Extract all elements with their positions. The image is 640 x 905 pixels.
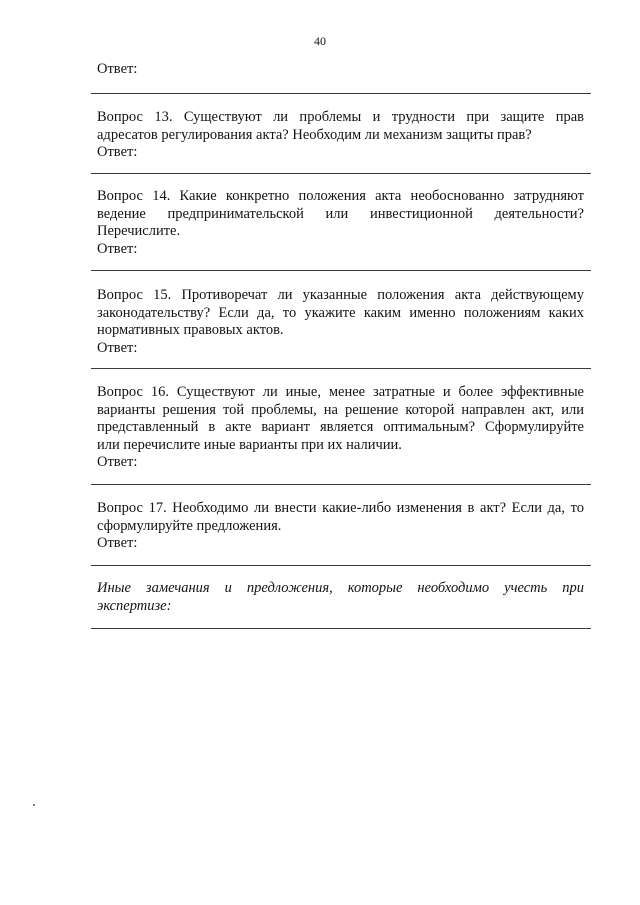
question-13 (97, 109, 584, 162)
answer-label-q14: Ответ: (97, 240, 138, 257)
answer-label-q13: Ответ: (97, 144, 138, 160)
question-17 (97, 500, 584, 553)
question-14-line-3: Перечислите. (97, 223, 181, 239)
question-16-line-4: или перечислите иные варианты при их наличии. (97, 436, 402, 453)
question-14-line-2: ведение предпринимательской или инвестиционной деятельности? (97, 205, 584, 222)
question-15-line-3: нормативных правовых актов. (97, 322, 284, 338)
question-16 (97, 384, 584, 472)
remarks-divider (91, 628, 591, 629)
remarks-line-2: экспертизе: (97, 597, 172, 614)
scan-dot-mark (33, 804, 35, 806)
answer-divider-q15 (91, 368, 591, 369)
question-13-line-2: адресатов регулирования акта? Необходим ли механизм защиты прав? (97, 126, 532, 143)
answer-divider-q12 (91, 93, 591, 94)
answer-divider-q13 (91, 173, 591, 174)
answer-label-q17: Ответ: (97, 535, 138, 551)
question-13-line-1: Вопрос 13. Существуют ли проблемы и трудности при защите прав (97, 109, 584, 125)
question-16-line-2: варианты решения той проблемы, на решение которой направлен акт, или (97, 401, 584, 418)
answer-divider-q14 (91, 270, 591, 271)
remarks-block (97, 580, 584, 615)
question-15-line-2: законодательству? Если да, то укажите каким именно положениям каких (97, 304, 584, 321)
question-15 (97, 287, 584, 357)
page-number: 40 (314, 34, 326, 48)
question-17-line-1: Вопрос 17. Необходимо ли внести какие-либо изменения в акт? Если да, то (97, 500, 584, 516)
answer-label-q16: Ответ: (97, 454, 138, 470)
question-15-line-1: Вопрос 15. Противоречат ли указанные положения акта действующему (97, 287, 584, 303)
answer-divider-q16 (91, 484, 591, 485)
remarks-line-1: Иные замечания и предложения, которые необходимо учесть при (97, 580, 584, 596)
question-17-line-2: сформулируйте предложения. (97, 517, 282, 534)
answer-label-q12: Ответ: (97, 61, 138, 77)
question-14 (97, 188, 584, 258)
answer-divider-q17 (91, 565, 591, 566)
question-14-line-1: Вопрос 14. Какие конкретно положения акта необоснованно затрудняют (97, 188, 584, 204)
question-16-line-1: Вопрос 16. Существуют ли иные, менее затратные и более эффективные (97, 384, 584, 400)
answer-label-q15: Ответ: (97, 339, 138, 356)
question-16-line-3: представленный в акте вариант является оптимальным? Сформулируйте (97, 419, 584, 435)
